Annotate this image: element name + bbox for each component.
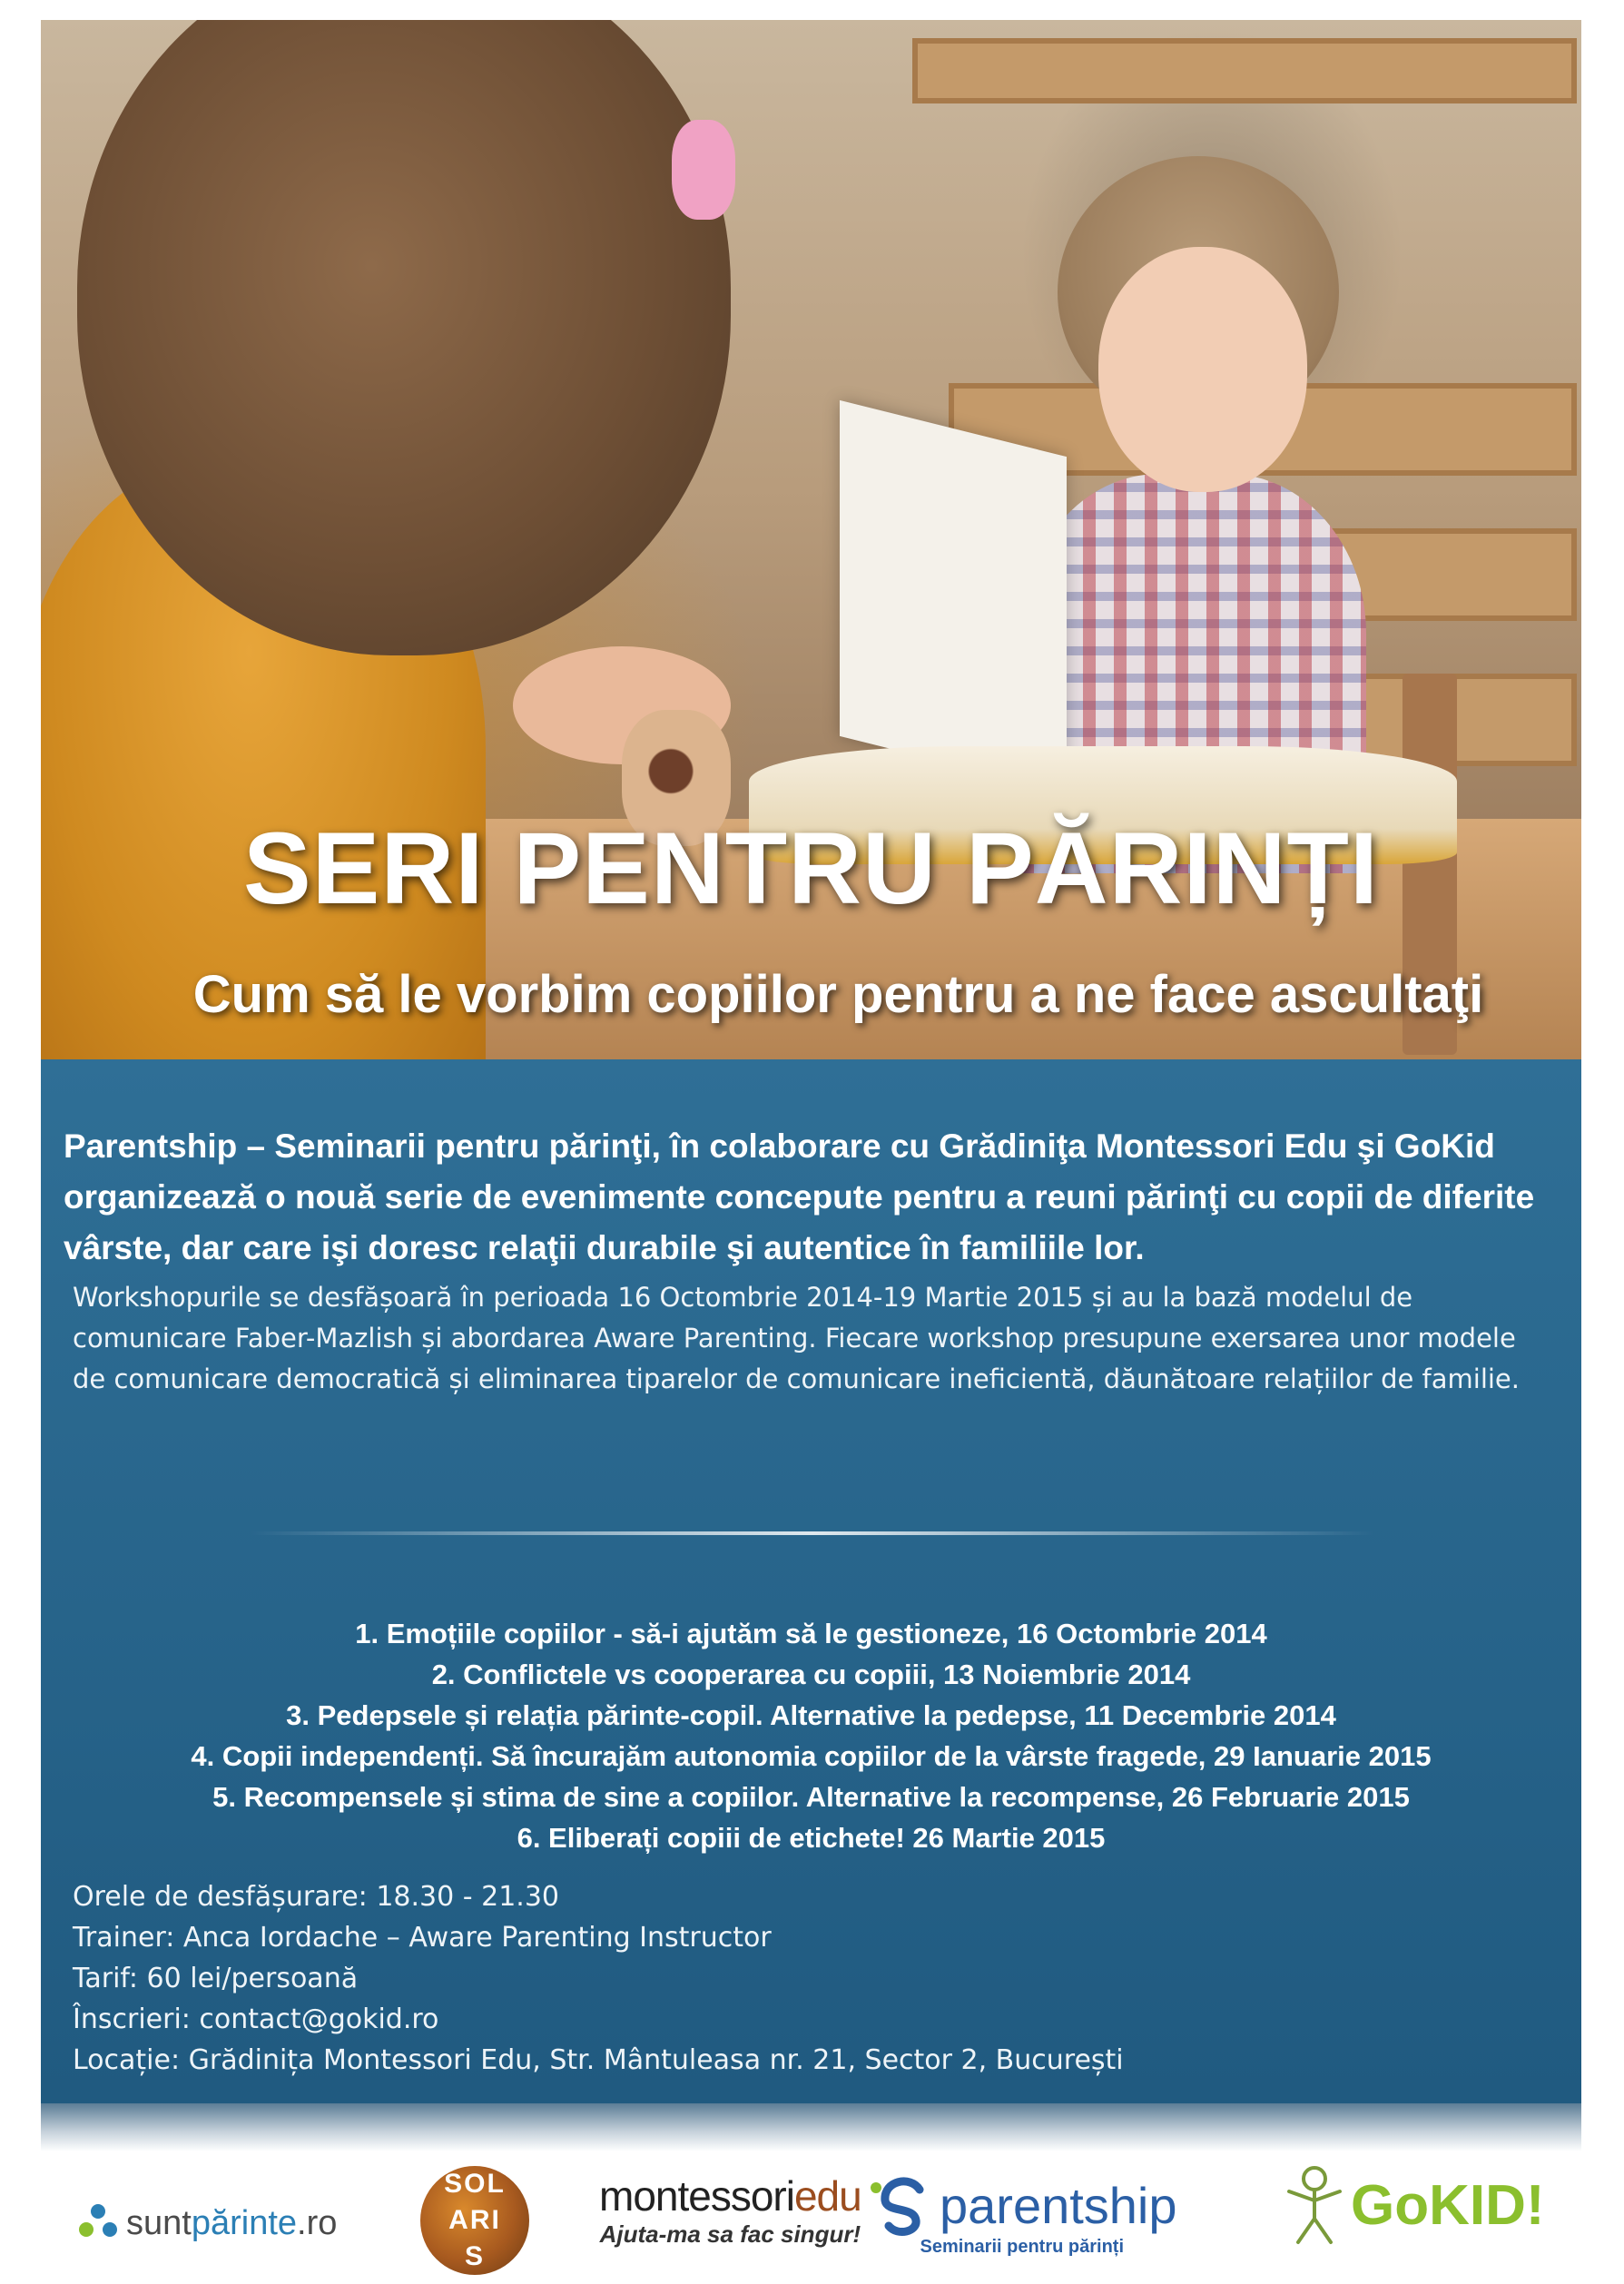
gokid-logo [1278,2164,1545,2246]
intro-paragraph: Parentship – Seminarii pentru părinţi, în colaborare cu Grădiniţa Montessori Edu şi GoKid organizează o nouă serie de evenimente concepute pentru a reuni părinţi cu copii de diferite vârste, dar care işi doresc relaţii durabile şi autentice în familiile lor. [64,1127,1535,1266]
session-item: 6. Eliberați copiii de etichete! 26 Martie 2015 [517,1822,1106,1854]
detail-location: Locație: Grădinița Montessori Edu, Str. Mântuleasa nr. 21, Sector 2, București [73,2044,1124,2076]
parentship-logo [867,2173,1177,2258]
parentship-tagline: Seminarii pentru părinți [920,2237,1124,2257]
solaris-logo [420,2166,529,2275]
session-item: 4. Copii independenți. Să încurajăm autonomia copiilor de la vârste fragede, 29 Ianuarie 2015 [191,1740,1432,1772]
info-panel [41,1059,1581,2103]
solaris-badge: SOLARIS [420,2166,529,2275]
panel-fade [41,2103,1581,2151]
description-paragraph: Workshopurile se desfășoară în perioada 16 Octombrie 2014-19 Martie 2015 și au la bază modelul de comunicare Faber-Mazlish și abordarea Aware Parenting. Fiecare workshop presupune exersarea unor modele de comunicare democratică și eliminarea tiparelor de comunicare ineficientă, dăunătoare relațiilor de familie. [73,1282,1520,1394]
parentship-wordmark: parentship [940,2176,1177,2234]
child-figure-icon [1278,2164,1351,2246]
hero-photo [41,20,1581,1059]
suntparinte-mark-icon [77,2202,119,2244]
poster [41,20,1581,2151]
book-page-decor [840,400,1067,793]
session-list [41,1613,1581,1858]
event-details [73,1876,1552,2081]
girl-hair-decor [77,20,731,655]
parentship-mark-icon [867,2173,940,2237]
session-item: 5. Recompensele și stima de sine a copiilor. Alternative la recompense, 26 Februarie 2015 [212,1781,1410,1813]
gokid-wordmark: GoKID! [1351,2173,1545,2237]
detail-trainer: Trainer: Anca Iordache – Aware Parenting Instructor [73,1922,772,1954]
montessori-tagline: Ajuta-ma sa fac singur! [599,2220,861,2248]
detail-hours: Orele de desfășurare: 18.30 - 21.30 [73,1881,559,1913]
suntparinte-wordmark: suntpărinte.ro [126,2203,338,2242]
session-item: 2. Conflictele vs cooperarea cu copiii, 13 Noiembrie 2014 [431,1659,1191,1690]
suntparinte-logo [77,2202,337,2244]
shelf-decor [912,38,1577,103]
montessori-logo [599,2171,861,2249]
divider-line [250,1531,1375,1535]
detail-registration: Înscrieri: contact@gokid.ro [73,2003,439,2035]
session-item: 1. Emoțiile copiilor - să-i ajutăm să le gestioneze, 16 Octombrie 2014 [355,1618,1267,1649]
poster-subtitle: Cum să le vorbim copiilor pentru a ne face ascultaţi [192,965,1484,1024]
detail-price: Tarif: 60 lei/persoană [73,1963,359,1994]
partner-logos [0,2161,1624,2284]
montessori-wordmark: montessoriedu [599,2172,861,2220]
boy-face-decor [1098,247,1307,492]
session-item: 3. Pedepsele și relația părinte-copil. Alternative la pedepse, 11 Decembrie 2014 [286,1699,1336,1731]
hair-bow-decor [672,120,735,220]
poster-title: SERI PENTRU PĂRINȚI [242,812,1380,925]
